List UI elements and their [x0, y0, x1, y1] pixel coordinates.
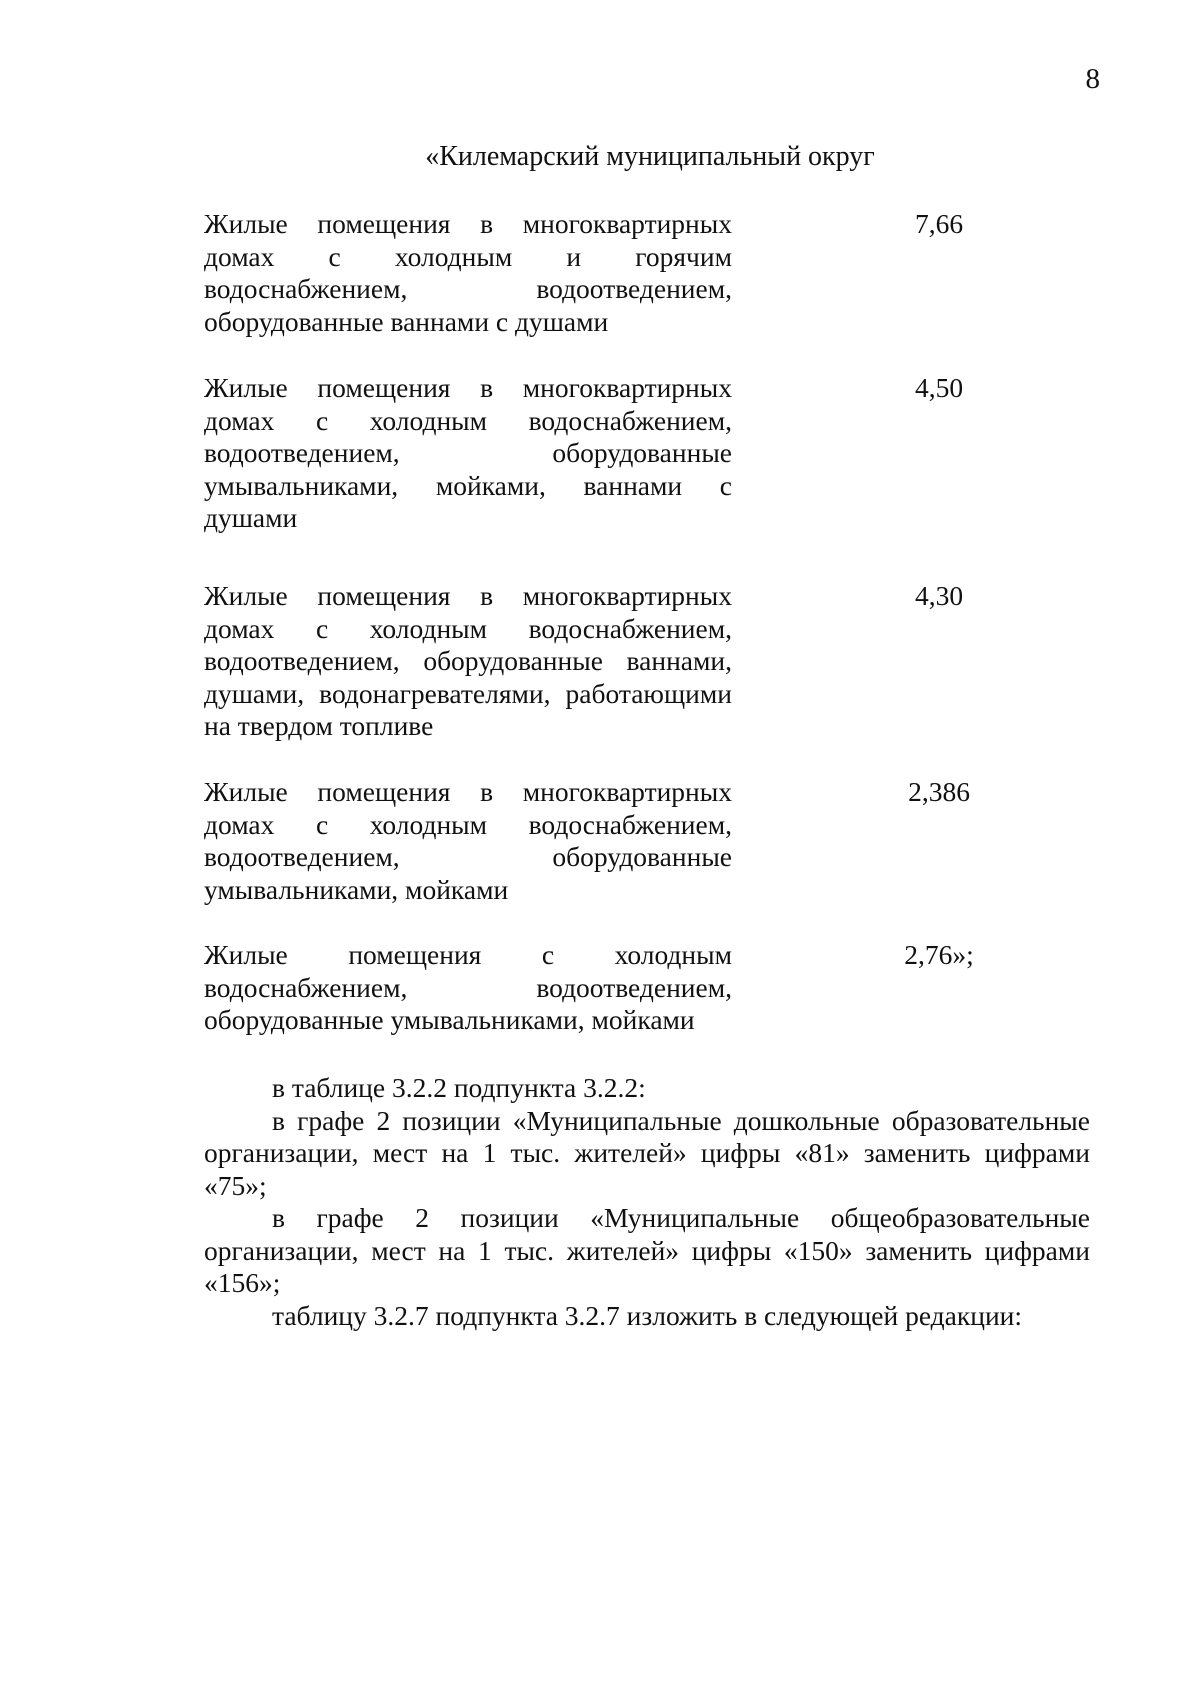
amendment-paragraph: в графе 2 позиции «Муниципальные общеобразовательные организации, мест на 1 тыс. жителей» цифры «150» заменить цифрами «156»; — [204, 1202, 1090, 1298]
norm-description: Жилые помещения в многоквартирных домах с холодным водоснабжением, водоотведением, оборудованные умывальниками, мойками — [204, 776, 732, 905]
amendment-paragraph: таблицу 3.2.7 подпункта 3.2.7 изложить в следующей редакции: — [272, 1299, 1023, 1331]
norm-value: 4,30 — [914, 580, 964, 611]
norm-value: 2,386 — [908, 776, 970, 807]
norm-description: Жилые помещения в многоквартирных домах с холодным водоснабжением, водоотведением, оборудованные умывальниками, мойками, ваннами с душами — [204, 372, 732, 533]
amendment-paragraph: в таблице 3.2.2 подпункта 3.2.2: — [272, 1072, 646, 1103]
norm-description: Жилые помещения в многоквартирных домах с холодным и горячим водоснабжением, водоотведением, оборудованные ваннами с душами — [204, 208, 732, 337]
norm-value: 4,50 — [914, 372, 964, 403]
amendments-text — [204, 1072, 1090, 1332]
norm-description: Жилые помещения с холодным водоснабжением, водоотведением, оборудованные умывальниками, мойками — [204, 939, 732, 1035]
amendment-paragraph: в графе 2 позиции «Муниципальные дошкольные образовательные организации, мест на 1 тыс. жителей» цифры «81» заменить цифрами «75»; — [204, 1104, 1090, 1201]
section-title: «Килемарский муниципальный округ — [425, 141, 875, 172]
norm-value: 2,76»; — [904, 939, 974, 970]
page-number: 8 — [1085, 63, 1100, 95]
norm-description: Жилые помещения в многоквартирных домах с холодным водоснабжением, водоотведением, оборудованные ваннами, душами, водонагревателями, работающими на твердом топливе — [204, 580, 732, 741]
norm-value: 7,66 — [914, 208, 964, 239]
